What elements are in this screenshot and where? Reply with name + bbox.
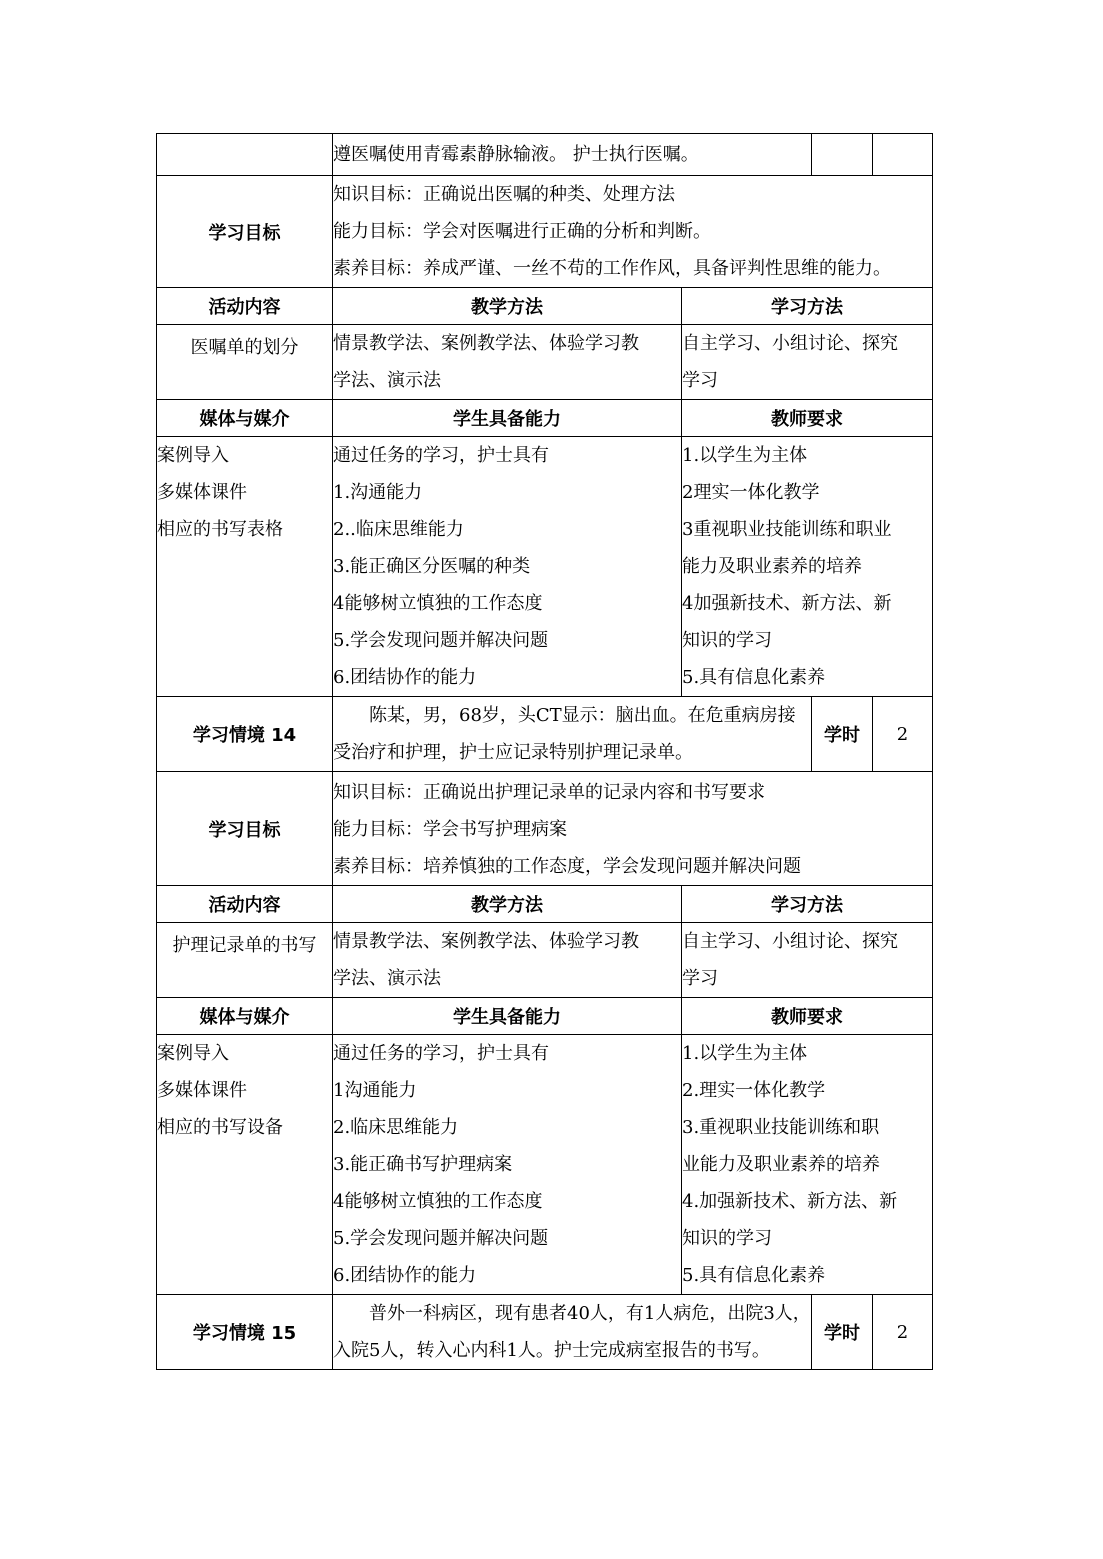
- literacy-objective: 素养目标：养成严谨、一丝不苟的工作作风，具备评判性思维的能力。: [333, 258, 891, 279]
- activity-cell: [157, 325, 333, 400]
- activity-cell: [157, 923, 333, 998]
- situation-row: [157, 1295, 933, 1370]
- ability-item: 2..临床思维能力: [333, 519, 464, 540]
- case-text: 遵医嘱使用青霉素静脉输液。 护士执行医嘱。: [333, 144, 699, 165]
- knowledge-objective: 知识目标：正确说出护理记录单的记录内容和书写要求: [333, 782, 765, 803]
- learning-method-line: 学习: [682, 968, 718, 989]
- ability-item: 6.团结协作的能力: [333, 667, 477, 688]
- activity-header: 活动内容: [157, 288, 333, 325]
- ability-item: 通过任务的学习，护士具有: [333, 445, 549, 466]
- objectives-cell: [333, 772, 933, 886]
- ability-item: 1.沟通能力: [333, 482, 423, 503]
- media-item: 相应的书写设备: [157, 1117, 283, 1138]
- requirement-item: 能力及职业素养的培养: [682, 556, 862, 577]
- ability-item: 4能够树立慎独的工作态度: [333, 1191, 543, 1212]
- teaching-method-line: 情景教学法、案例教学法、体验学习教: [333, 931, 639, 952]
- media-header: 媒体与媒介: [157, 400, 333, 437]
- header-row: [157, 886, 933, 923]
- teaching-method-line: 情景教学法、案例教学法、体验学习教: [333, 333, 639, 354]
- requirement-item: 5.具有信息化素养: [682, 1265, 826, 1286]
- header-row: [157, 998, 933, 1035]
- detail-row: [157, 1035, 933, 1295]
- requirement-item: 3.重视职业技能训练和职: [682, 1117, 880, 1138]
- detail-row: [157, 437, 933, 697]
- situation-label: 学习情境 14: [157, 697, 333, 772]
- situation-case: 陈某，男，68岁，头CT显示：脑出血。在危重病房接受治疗和护理，护士应记录特别护理记录单。: [333, 697, 812, 772]
- objectives-label: 学习目标: [157, 772, 333, 886]
- requirement-item: 2理实一体化教学: [682, 482, 820, 503]
- learning-method-cell: [682, 923, 933, 998]
- hours-value: 2: [873, 1295, 933, 1370]
- ability-item: 6.团结协作的能力: [333, 1265, 477, 1286]
- objectives-label: 学习目标: [157, 176, 333, 288]
- requirement-item: 2.理实一体化教学: [682, 1080, 826, 1101]
- ability-item: 5.学会发现问题并解决问题: [333, 630, 549, 651]
- requirement-item: 1.以学生为主体: [682, 445, 808, 466]
- abilities-cell: [333, 437, 682, 697]
- ability-item: 4能够树立慎独的工作态度: [333, 593, 543, 614]
- objectives-row: [157, 772, 933, 886]
- ability-item: 3.能正确区分医嘱的种类: [333, 556, 531, 577]
- situation-case: 普外一科病区，现有患者40人，有1人病危，出院3人，入院5人，转入心内科1人。护士完成病室报告的书写。: [333, 1295, 812, 1370]
- media-header: 媒体与媒介: [157, 998, 333, 1035]
- situation-row: [157, 697, 933, 772]
- teaching-method-header: 教学方法: [333, 288, 682, 325]
- hours-label-cell-empty: [812, 134, 873, 176]
- learning-method-header: 学习方法: [682, 886, 933, 923]
- ability-objective: 能力目标：学会对医嘱进行正确的分析和判断。: [333, 221, 711, 242]
- hours-label: 学时: [812, 697, 873, 772]
- learning-method-line: 自主学习、小组讨论、探究: [682, 333, 898, 354]
- method-row: [157, 325, 933, 400]
- course-plan-table: [156, 133, 933, 1370]
- teaching-method-cell: [333, 923, 682, 998]
- media-item: 多媒体课件: [157, 1080, 247, 1101]
- activity-text: 医嘱单的划分: [190, 337, 299, 358]
- requirement-item: 1.以学生为主体: [682, 1043, 808, 1064]
- abilities-header: 学生具备能力: [333, 400, 682, 437]
- case-text-cell: [333, 134, 812, 176]
- ability-objective: 能力目标：学会书写护理病案: [333, 819, 567, 840]
- activity-text: 护理记录单的书写: [172, 935, 317, 956]
- requirement-item: 业能力及职业素养的培养: [682, 1154, 880, 1175]
- ability-item: 2.临床思维能力: [333, 1117, 459, 1138]
- learning-method-line: 自主学习、小组讨论、探究: [682, 931, 898, 952]
- teaching-method-header: 教学方法: [333, 886, 682, 923]
- teaching-method-line: 学法、演示法: [333, 968, 441, 989]
- objectives-cell: [333, 176, 933, 288]
- ability-item: 5.学会发现问题并解决问题: [333, 1228, 549, 1249]
- learning-method-cell: [682, 325, 933, 400]
- teaching-method-line: 学法、演示法: [333, 370, 441, 391]
- method-row: [157, 923, 933, 998]
- empty-label-cell: [157, 134, 333, 176]
- activity-header: 活动内容: [157, 886, 333, 923]
- header-row: [157, 288, 933, 325]
- requirement-item: 知识的学习: [682, 630, 772, 651]
- ability-item: 1沟通能力: [333, 1080, 417, 1101]
- media-item: 相应的书写表格: [157, 519, 283, 540]
- learning-method-line: 学习: [682, 370, 718, 391]
- requirements-header: 教师要求: [682, 400, 933, 437]
- requirements-cell: [682, 437, 933, 697]
- header-row: [157, 400, 933, 437]
- requirement-item: 知识的学习: [682, 1228, 772, 1249]
- continuation-row: [157, 134, 933, 176]
- situation-label: 学习情境 15: [157, 1295, 333, 1370]
- requirement-item: 4.加强新技术、新方法、新: [682, 1191, 898, 1212]
- hours-label: 学时: [812, 1295, 873, 1370]
- media-cell: [157, 1035, 333, 1295]
- requirement-item: 5.具有信息化素养: [682, 667, 826, 688]
- media-item: 案例导入: [157, 445, 229, 466]
- ability-item: 3.能正确书写护理病案: [333, 1154, 513, 1175]
- media-cell: [157, 437, 333, 697]
- requirements-cell: [682, 1035, 933, 1295]
- media-item: 案例导入: [157, 1043, 229, 1064]
- literacy-objective: 素养目标：培养慎独的工作态度，学会发现问题并解决问题: [333, 856, 801, 877]
- abilities-header: 学生具备能力: [333, 998, 682, 1035]
- learning-method-header: 学习方法: [682, 288, 933, 325]
- media-item: 多媒体课件: [157, 482, 247, 503]
- teaching-method-cell: [333, 325, 682, 400]
- ability-item: 通过任务的学习，护士具有: [333, 1043, 549, 1064]
- objectives-row: [157, 176, 933, 288]
- knowledge-objective: 知识目标：正确说出医嘱的种类、处理方法: [333, 184, 675, 205]
- requirement-item: 4加强新技术、新方法、新: [682, 593, 892, 614]
- hours-value-cell-empty: [873, 134, 933, 176]
- requirements-header: 教师要求: [682, 998, 933, 1035]
- hours-value: 2: [873, 697, 933, 772]
- requirement-item: 3重视职业技能训练和职业: [682, 519, 892, 540]
- abilities-cell: [333, 1035, 682, 1295]
